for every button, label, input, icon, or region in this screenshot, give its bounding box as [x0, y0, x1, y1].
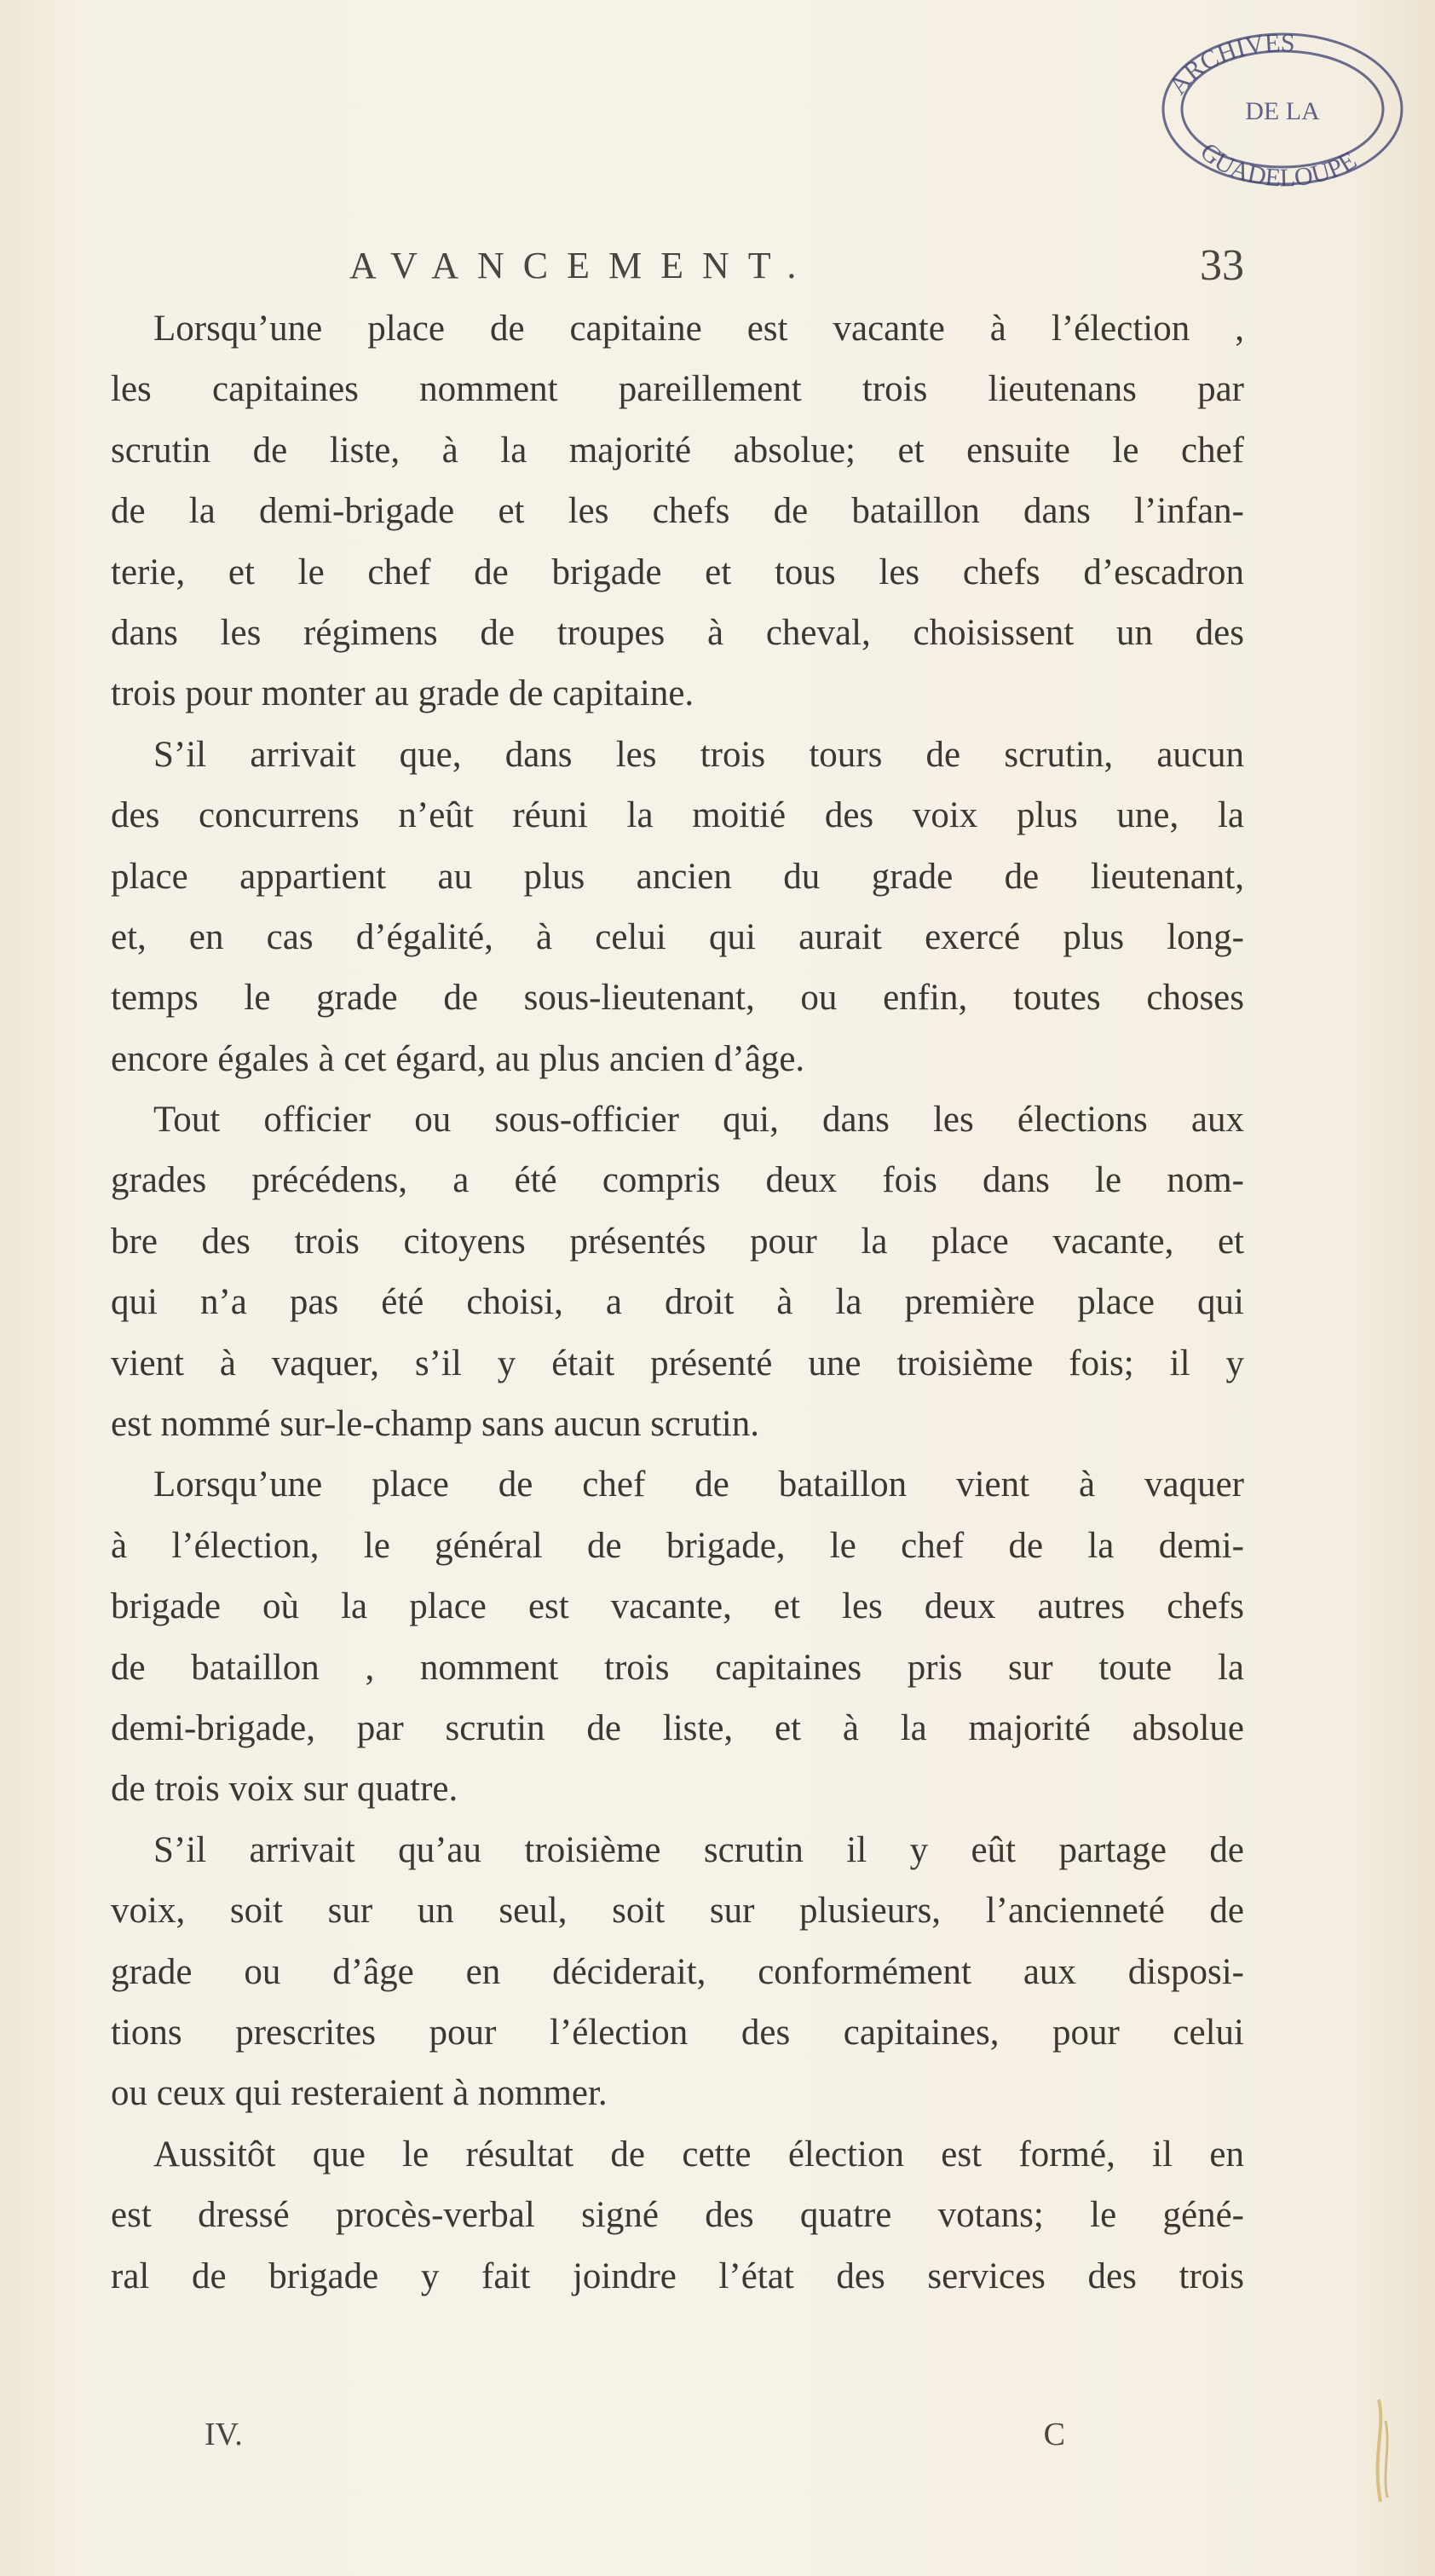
- text-line: dans les régimens de troupes à cheval, choisissent un des: [111, 612, 1244, 653]
- page-header: [349, 235, 1244, 295]
- text-line: encore égales à cet égard, au plus ancien d’âge.: [111, 1038, 805, 1079]
- text-line: trois pour monter au grade de capitaine.: [111, 673, 694, 714]
- page-number: 33: [1200, 240, 1244, 290]
- text-line: des concurrens n’eût réuni la moitié des voix plus une, la: [111, 795, 1244, 836]
- text-line: les capitaines nomment pareillement trois lieutenans par: [111, 369, 1244, 410]
- text-line: à l’élection, le général de brigade, le chef de la demi-: [111, 1525, 1244, 1566]
- paragraph-4: [111, 1454, 1244, 1819]
- text-line: est nommé sur-le-champ sans aucun scrutin.: [111, 1404, 759, 1445]
- text-line: ral de brigade y fait joindre l’état des services des trois: [111, 2255, 1244, 2296]
- text-line: place appartient au plus ancien du grade de lieutenant,: [111, 856, 1244, 897]
- text-line: S’il arrivait que, dans les trois tours de scrutin, aucun: [153, 734, 1244, 775]
- text-line: grades précédens, a été compris deux fois dans le nom-: [111, 1160, 1244, 1201]
- stamp-text-top: ARCHIVES: [1163, 28, 1296, 101]
- stamp-text-middle: DE LA: [1245, 97, 1320, 125]
- text-line: de trois voix sur quatre.: [111, 1769, 458, 1810]
- stamp-text-bottom: GUADELOUPE: [1194, 137, 1362, 193]
- running-title: AVANCEMENT.: [349, 244, 815, 286]
- text-line: qui n’a pas été choisi, a droit à la première place qui: [111, 1282, 1244, 1323]
- text-line: de bataillon , nomment trois capitaines pris sur toute la: [111, 1647, 1244, 1688]
- text-line: Lorsqu’une place de capitaine est vacante à l’élection ,: [153, 309, 1244, 349]
- body-text: [111, 298, 1244, 2307]
- text-line: demi-brigade, par scrutin de liste, et à la majorité absolue: [111, 1707, 1244, 1748]
- paragraph-3: [111, 1089, 1244, 1454]
- text-line: et, en cas d’égalité, à celui qui aurait exercé plus long-: [111, 916, 1244, 957]
- text-line: bre des trois citoyens présentés pour la place vacante, et: [111, 1221, 1244, 1262]
- page-edge-mark: [1362, 2395, 1396, 2506]
- signature-mark: IV.: [205, 2417, 243, 2452]
- page-footer: [205, 2409, 1065, 2460]
- text-line: terie, et le chef de brigade et tous les chefs d’escadron: [111, 552, 1244, 592]
- text-line: de la demi-brigade et les chefs de bataillon dans l’infan-: [111, 491, 1244, 532]
- text-line: Tout officier ou sous-officier qui, dans les élections aux: [153, 1100, 1244, 1141]
- paragraph-6: [111, 2124, 1244, 2307]
- text-line: voix, soit sur un seul, soit sur plusieurs, l’ancienneté de: [111, 1891, 1244, 1932]
- paragraph-2: [111, 725, 1244, 1089]
- archive-stamp: [1142, 24, 1415, 194]
- text-line: S’il arrivait qu’au troisième scrutin il y eût partage de: [153, 1829, 1244, 1870]
- text-line: ou ceux qui resteraient à nommer.: [111, 2073, 608, 2114]
- text-line: grade ou d’âge en déciderait, conformément aux disposi-: [111, 1951, 1244, 1992]
- text-line: brigade où la place est vacante, et les deux autres chefs: [111, 1586, 1244, 1627]
- text-line: scrutin de liste, à la majorité absolue; et ensuite le chef: [111, 430, 1244, 471]
- paragraph-1: [111, 298, 1244, 725]
- text-line: Lorsqu’une place de chef de bataillon vient à vaquer: [153, 1464, 1244, 1505]
- gathering-letter: C: [1043, 2417, 1065, 2452]
- text-line: tions prescrites pour l’élection des capitaines, pour celui: [111, 2012, 1244, 2053]
- text-line: Aussitôt que le résultat de cette élection est formé, il en: [153, 2134, 1244, 2175]
- text-line: temps le grade de sous-lieutenant, ou enfin, toutes choses: [111, 978, 1244, 1019]
- text-line: est dressé procès-verbal signé des quatre votans; le géné-: [111, 2195, 1244, 2236]
- text-line: vient à vaquer, s’il y était présenté une troisième fois; il y: [111, 1343, 1244, 1383]
- paragraph-5: [111, 1820, 1244, 2124]
